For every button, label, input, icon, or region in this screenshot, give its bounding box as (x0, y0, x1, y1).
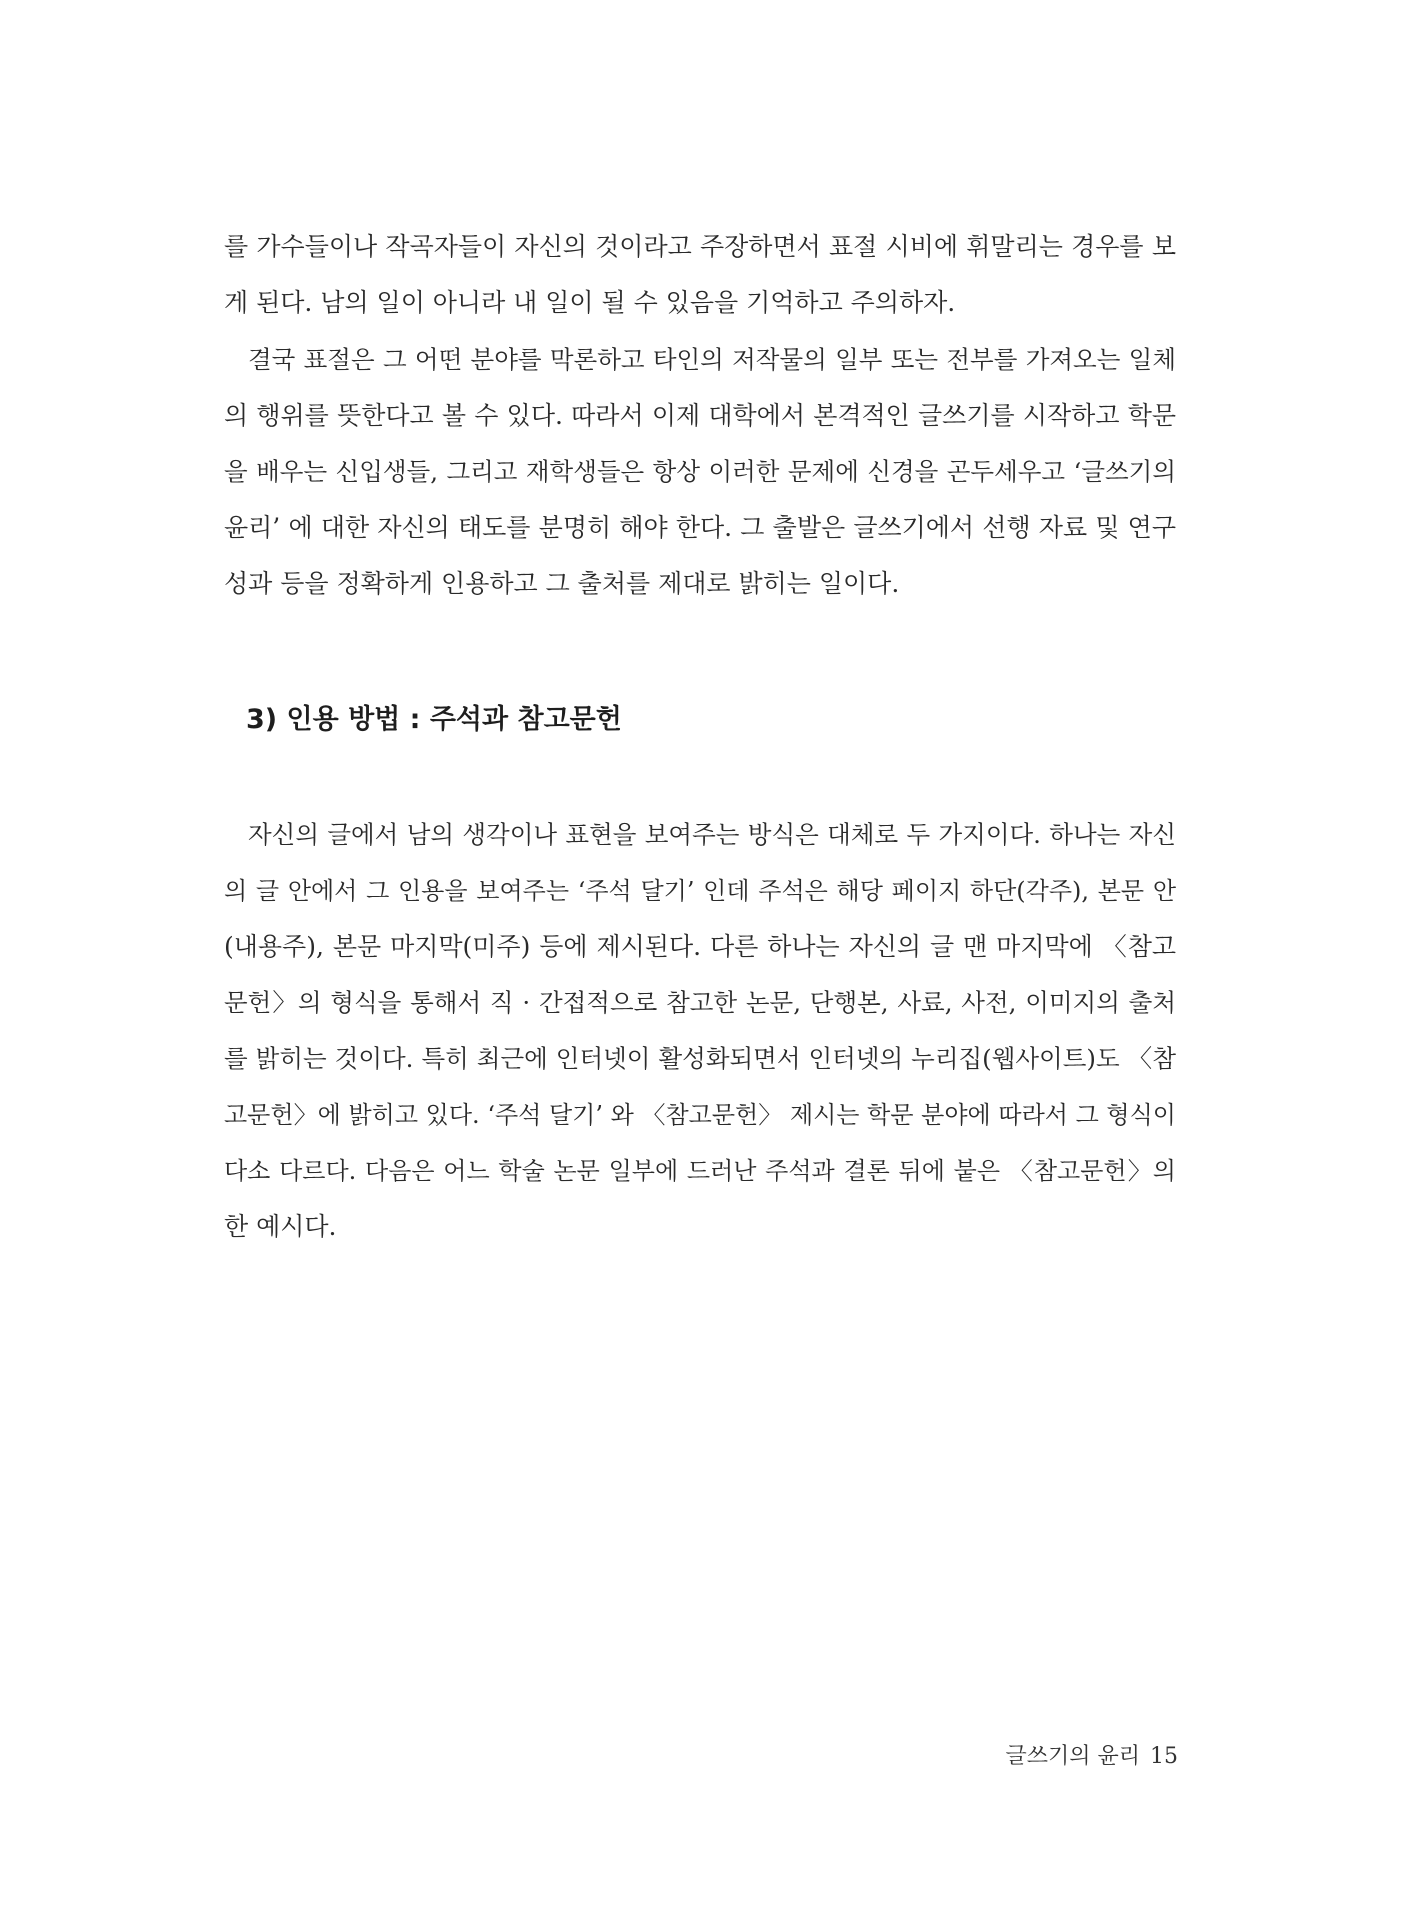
text-line: 게 된다. 남의 일이 아니라 내 일이 될 수 있음을 기억하고 주의하자. (224, 288, 956, 317)
text-line: 한 예시다. (224, 1212, 337, 1241)
text-line: 다소 다르다. 다음은 어느 학술 논문 일부에 드러난 주석과 결론 뒤에 붙은 〈참고문헌〉의 (224, 1157, 1176, 1185)
text-line: 성과 등을 정확하게 인용하고 그 출처를 제대로 밝히는 일이다. (224, 569, 900, 598)
paragraph-plagiarism-conclusion (224, 332, 1176, 612)
text-line: 자신의 글에서 남의 생각이나 표현을 보여주는 방식은 대체로 두 가지이다. 하나는 자신 (248, 820, 1176, 849)
page-number: 15 (1150, 1744, 1178, 1769)
text-line: 결국 표절은 그 어떤 분야를 막론하고 타인의 저작물의 일부 또는 전부를 가져오는 일체 (248, 345, 1176, 374)
text-line: 의 글 안에서 그 인용을 보여주는 ‘주석 달기’ 인데 주석은 해당 페이지 하단(각주), 본문 안 (224, 877, 1176, 905)
text-line: 을 배우는 신입생들, 그리고 재학생들은 항상 이러한 문제에 신경을 곤두세우고 ‘글쓰기의 (224, 457, 1176, 486)
text-line: 윤리’ 에 대한 자신의 태도를 분명히 해야 한다. 그 출발은 글쓰기에서 선행 자료 및 연구 (224, 513, 1176, 542)
text-line: (내용주), 본문 마지막(미주) 등에 제시된다. 다른 하나는 자신의 글 맨 마지막에 〈참고 (224, 932, 1176, 961)
text-line: 의 행위를 뜻한다고 볼 수 있다. 따라서 이제 대학에서 본격적인 글쓰기를 시작하고 학문 (224, 401, 1176, 430)
running-title: 글쓰기의 윤리 (1005, 1744, 1140, 1769)
text-line: 고문헌〉에 밝히고 있다. ‘주석 달기’ 와 〈참고문헌〉 제시는 학문 분야에 따라서 그 형식이 (224, 1101, 1176, 1129)
section-heading: 3) 인용 방법 : 주석과 참고문헌 (246, 704, 622, 735)
text-line: 문헌〉의 형식을 통해서 직 · 간접적으로 참고한 논문, 단행본, 사료, 사전, 이미지의 출처 (224, 988, 1176, 1017)
page-footer (1005, 1742, 1178, 1772)
paragraph-continued (224, 219, 1176, 331)
paragraph-citation-methods (224, 807, 1176, 1255)
text-line: 를 밝히는 것이다. 특히 최근에 인터넷이 활성화되면서 인터넷의 누리집(웹사이트)도 〈참 (224, 1044, 1176, 1073)
text-line: 를 가수들이나 작곡자들이 자신의 것이라고 주장하면서 표절 시비에 휘말리는 경우를 보 (224, 232, 1176, 261)
